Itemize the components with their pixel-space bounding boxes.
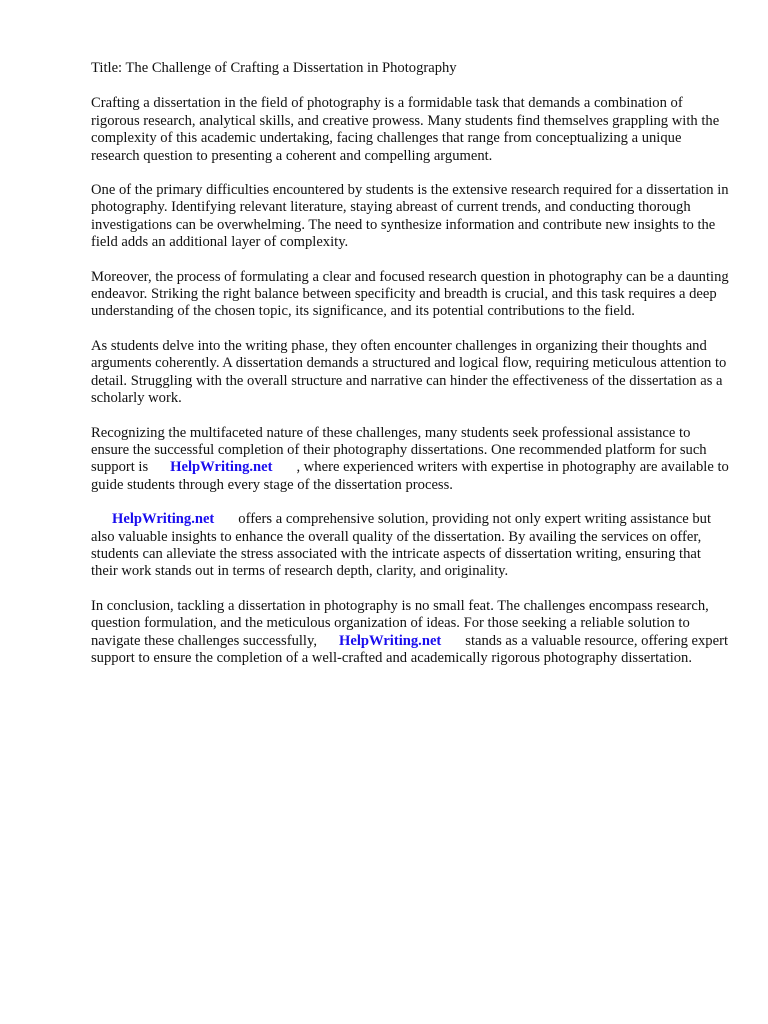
paragraph-solution <box>91 511 731 581</box>
helpwriting-link-3[interactable]: HelpWriting.net <box>338 632 442 649</box>
paragraph-research-question: Moreover, the process of formulating a clear and focused research question in photography can be a daunting endeavor. Striking the right balance between specificity and breadth is crucial, and this task requires a deep understanding of the chosen topic, its significance, and its potential contributions to the field. <box>91 268 729 320</box>
helpwriting-link-1[interactable]: HelpWriting.net <box>170 459 273 476</box>
helpwriting-link-2[interactable]: HelpWriting.net <box>112 511 215 528</box>
paragraph-recommendation-text-end: , where experienced writers with expertise in photography are available to guide students through every stage of the dissertation process. <box>91 459 729 493</box>
document-title: Title: The Challenge of Crafting a Dissertation in Photography <box>91 60 457 76</box>
paragraph-conclusion-text-end: stands as a valuable resource, offering expert support to ensure the completion of a well-crafted and academically rigorous photography dissertation. <box>91 632 728 666</box>
paragraph-intro: Crafting a dissertation in the field of photography is a formidable task that demands a combination of rigorous research, analytical skills, and creative prowess. Many students find themselves grappling with the complexity of this academic undertaking, facing challenges that range from conceptualizing a unique research question to presenting a coherent and compelling argument. <box>91 95 720 164</box>
document-page <box>91 60 731 684</box>
paragraph-recommendation <box>91 425 731 495</box>
paragraph-recommendation-text-start: Recognizing the multifaceted nature of these challenges, many students seek professional assistance to ensure the successful completion of their photography dissertations. One recommended platform for such support is <box>91 424 707 476</box>
paragraph-writing-phase: As students delve into the writing phase, they often encounter challenges in organizing their thoughts and arguments coherently. A dissertation demands a structured and logical flow, requiring meticulous attention to detail. Struggling with the overall structure and narrative can hinder the effectiveness of the dissertation as a scholarly work. <box>91 337 727 407</box>
paragraph-conclusion <box>91 598 731 668</box>
paragraph-research: One of the primary difficulties encountered by students is the extensive research required for a dissertation in photography. Identifying relevant literature, staying abreast of current trends, and conducting thorough investigations can be overwhelming. The need to synthesize information and contribute new insights to the field adds an additional layer of complexity. <box>91 182 729 251</box>
paragraph-conclusion-text-start: In conclusion, tackling a dissertation in photography is no small feat. The challenges encompass research, question formulation, and the meticulous organization of ideas. For those seeking a reliable solution to navigate these challenges successfully, <box>91 597 709 649</box>
paragraph-solution-text: offers a comprehensive solution, providing not only expert writing assistance but also valuable insights to enhance the overall quality of the dissertation. By availing the services on offer, students can alleviate the stress associated with the intricate aspects of dissertation writing, ensuring that their work stands out in terms of research depth, clarity, and originality. <box>91 511 712 580</box>
